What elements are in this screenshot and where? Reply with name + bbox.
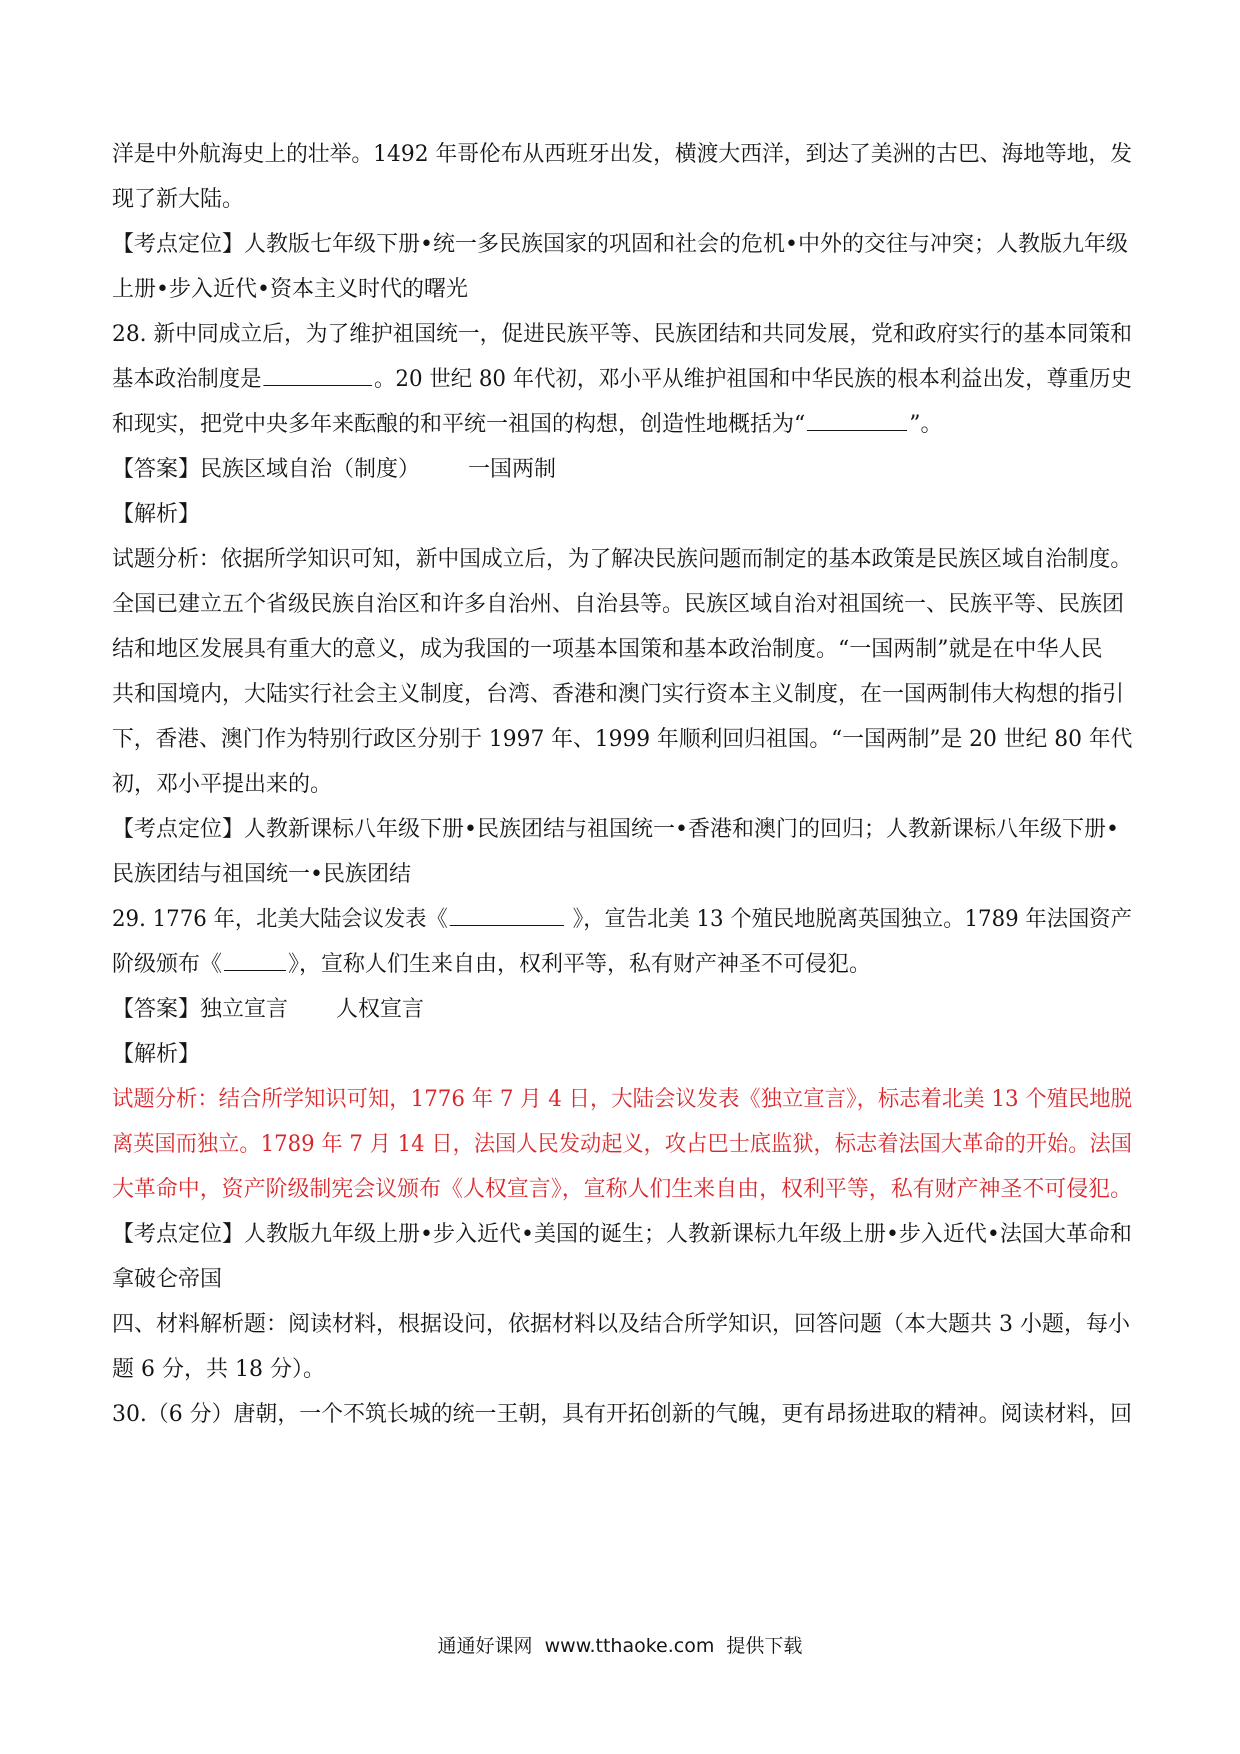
q28-analysis-line: 全国已建立五个省级民族自治区和许多自治州、自治县等。民族区域自治对祖国统一、民族平等、民族团 bbox=[112, 592, 1125, 617]
q29-question-line-1 bbox=[112, 905, 1132, 935]
q29-text-segment: 29. 1776 年，北美大陆会议发表《 bbox=[112, 907, 448, 932]
q29-answer-line bbox=[112, 995, 1132, 1025]
q28-text-segment: 基本政治制度是 bbox=[112, 367, 262, 392]
q29-text-segment: 》，宣告北美 13 个殖民地脱离英国独立。1789 年法国资产 bbox=[565, 907, 1132, 932]
answer-label: 【答案】 bbox=[112, 457, 201, 482]
q28-analysis-line: 初，邓小平提出来的。 bbox=[112, 772, 333, 797]
q29-text-segment: 》，宣称人们生来自由，权利平等，私有财产神圣不可侵犯。 bbox=[288, 952, 872, 977]
answer-label: 【答案】 bbox=[112, 997, 201, 1022]
q28-analysis-line: 结和地区发展具有重大的意义，成为我国的一项基本国策和基本政治制度。“一国两制”就是在中华人民 bbox=[112, 637, 1103, 662]
q28-text-segment: ”。 bbox=[909, 412, 943, 437]
q29-answer-2: 人权宣言 bbox=[336, 997, 425, 1022]
q27-text-line-2: 现了新大陆。 bbox=[112, 187, 245, 212]
q29-analysis-line-red: 试题分析：结合所学知识可知，1776 年 7 月 4 日，大陆会议发表《独立宣言》，标志着北美 13 个殖民地脱 bbox=[112, 1087, 1132, 1112]
q29-answer-blank-2 bbox=[224, 950, 286, 971]
q28-answer-line bbox=[112, 455, 1132, 485]
q28-kaodian-line-2: 民族团结与祖国统一•民族团结 bbox=[112, 862, 411, 887]
footer-suffix: 提供下载 bbox=[726, 1635, 803, 1657]
q28-question-line-2 bbox=[112, 365, 1132, 395]
q29-kaodian-line-2: 拿破仑帝国 bbox=[112, 1267, 223, 1292]
q30-question-line-1: 30.（6 分）唐朝，一个不筑长城的统一王朝，具有开拓创新的气魄，更有昂扬进取的精神。阅读材料，回 bbox=[112, 1402, 1132, 1427]
footer-url: www.tthaoke.com bbox=[544, 1635, 715, 1657]
q27-kaodian-line-2: 上册•步入近代•资本主义时代的曙光 bbox=[112, 277, 468, 302]
q28-analysis-line: 试题分析：依据所学知识可知，新中国成立后，为了解决民族问题而制定的基本政策是民族区域自治制度。 bbox=[112, 547, 1133, 572]
page-footer bbox=[0, 1633, 1240, 1659]
q28-question-line-3 bbox=[112, 410, 1132, 440]
q29-question-line-2 bbox=[112, 950, 1132, 980]
q27-kaodian-line-1: 【考点定位】人教版七年级下册•统一多民族国家的巩固和社会的危机•中外的交往与冲突；人教版九年级 bbox=[112, 232, 1128, 257]
q29-analysis-line-red: 大革命中，资产阶级制宪会议颁布《人权宣言》，宣称人们生来自由，权利平等，私有财产神圣不可侵犯。 bbox=[112, 1177, 1133, 1202]
q28-answer-2: 一国两制 bbox=[468, 457, 557, 482]
q28-analysis-line: 共和国境内，大陆实行社会主义制度，台湾、香港和澳门实行资本主义制度，在一国两制伟大构想的指引 bbox=[112, 682, 1125, 707]
q29-kaodian-line-1: 【考点定位】人教版九年级上册•步入近代•美国的诞生；人教新课标九年级上册•步入近代•法国大革命和 bbox=[112, 1222, 1132, 1247]
q28-answer-blank-2 bbox=[807, 410, 907, 431]
q28-analysis-line: 下，香港、澳门作为特别行政区分别于 1997 年、1999 年顺利回归祖国。“一国两制”是 20 世纪 80 年代 bbox=[112, 727, 1133, 752]
q28-text-segment: 。20 世纪 80 年代初，邓小平从维护祖国和中华民族的根本利益出发，尊重历史 bbox=[374, 367, 1132, 392]
section-4-heading-line-2: 题 6 分，共 18 分）。 bbox=[112, 1357, 325, 1382]
q29-text-segment: 阶级颁布《 bbox=[112, 952, 223, 977]
q29-analysis-line-red: 离英国而独立。1789 年 7 月 14 日，法国人民发动起义，攻占巴士底监狱，标志着法国大革命的开始。法国 bbox=[112, 1132, 1132, 1157]
q27-text-line-1: 洋是中外航海史上的壮举。1492 年哥伦布从西班牙出发，横渡大西洋，到达了美洲的古巴、海地等地，发 bbox=[112, 142, 1132, 167]
q28-question-line-1: 28. 新中同成立后，为了维护祖国统一，促进民族平等、民族团结和共同发展，党和政府实行的基本同策和 bbox=[112, 322, 1133, 347]
footer-site-name: 通通好课网 bbox=[437, 1635, 533, 1657]
q28-text-segment: 和现实，把党中央多年来酝酿的和平统一祖国的构想，创造性地概括为“ bbox=[112, 412, 806, 437]
q29-answer-1: 独立宣言 bbox=[200, 997, 289, 1022]
q29-answer-blank-1 bbox=[450, 905, 564, 926]
document-page bbox=[112, 0, 1132, 1754]
q28-jiexi-label: 【解析】 bbox=[112, 502, 201, 527]
q28-kaodian-line-1: 【考点定位】人教新课标八年级下册•民族团结与祖国统一•香港和澳门的回归；人教新课标八年级下册• bbox=[112, 817, 1119, 842]
q29-jiexi-label: 【解析】 bbox=[112, 1042, 201, 1067]
q28-answer-1: 民族区域自治（制度） bbox=[200, 457, 421, 482]
section-4-heading-line-1: 四、材料解析题：阅读材料，根据设问，依据材料以及结合所学知识，回答问题（本大题共 3 小题，每小 bbox=[112, 1312, 1130, 1337]
q28-answer-blank-1 bbox=[263, 365, 372, 386]
